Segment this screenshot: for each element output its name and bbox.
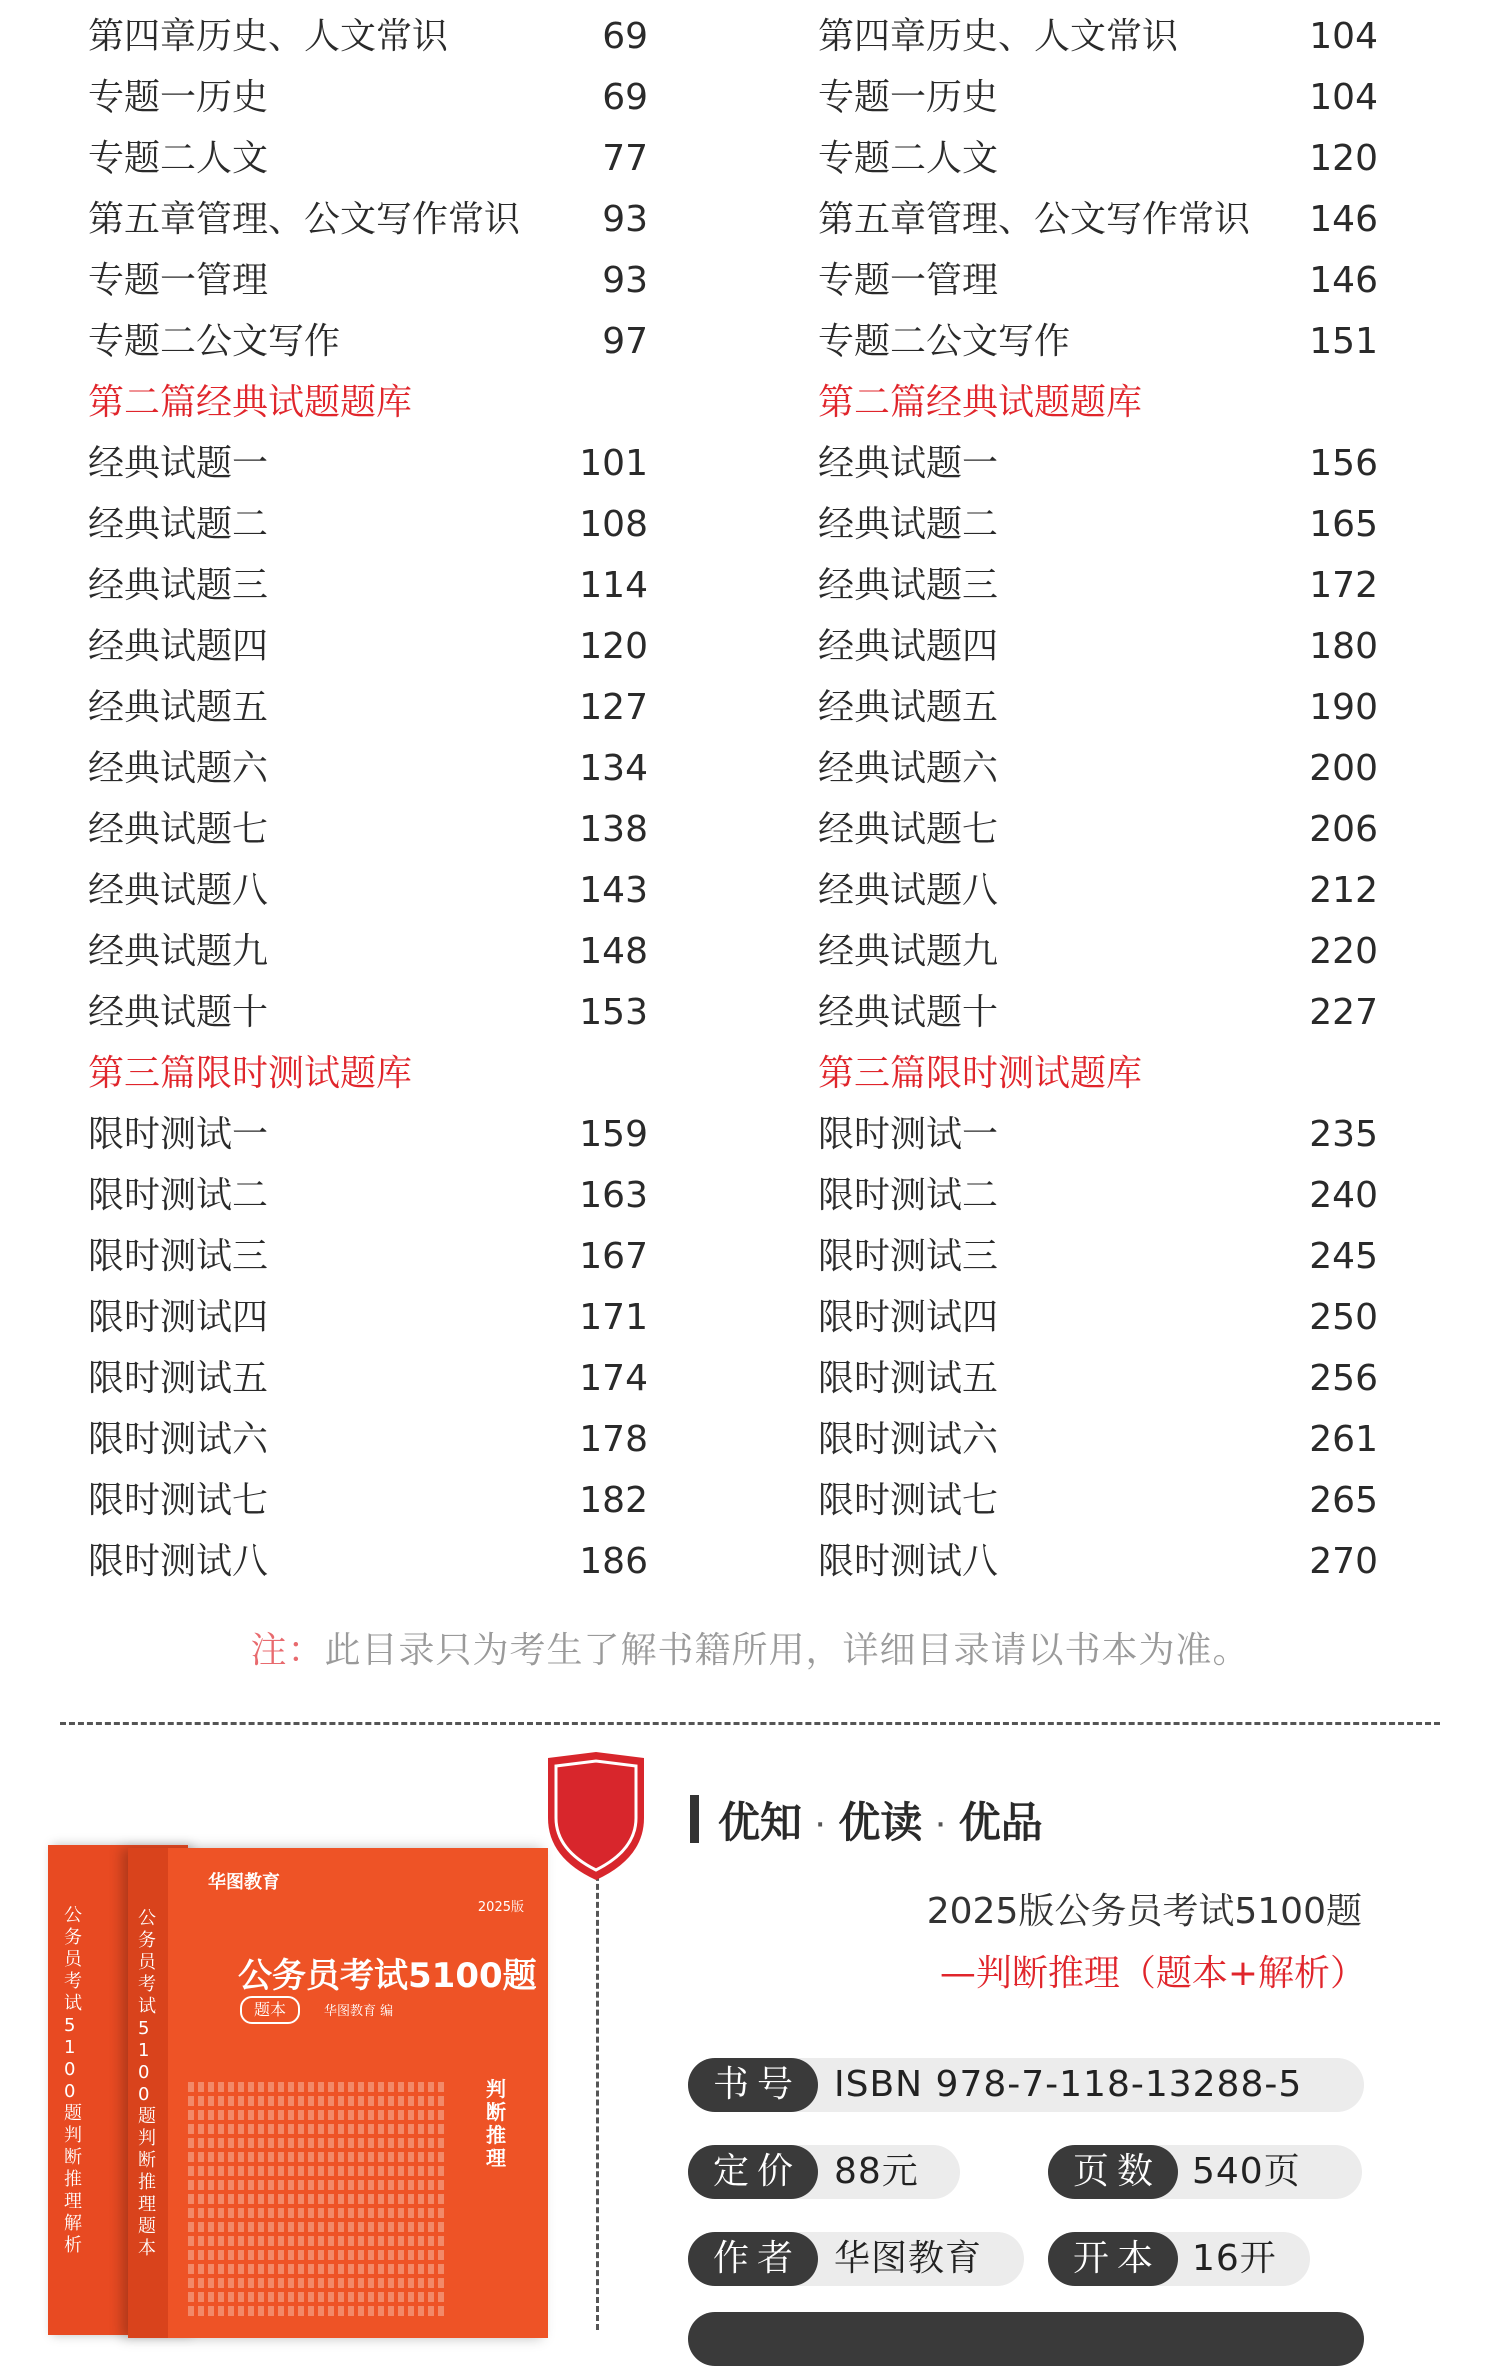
toc-entry-title: 专题二人文 [88,138,269,179]
toc-entry-page: 138 [579,809,648,850]
note-text: 此目录只为考生了解书籍所用，详细目录请以书本为准。 [324,1630,1250,1671]
spine-text-front: 公务员考试5100题 判断推理 题本 [138,1908,156,2259]
toc-entry-page: 165 [1309,504,1378,545]
toc-entry [88,122,648,183]
huatu-logo [540,1752,688,1880]
toc-entry [818,1525,1378,1586]
toc-entry [88,549,648,610]
toc-entry [818,1464,1378,1525]
toc-entry [818,854,1378,915]
toc-section-header [88,1037,648,1098]
toc-entry [818,1098,1378,1159]
toc-entry-page: 250 [1309,1297,1378,1338]
price-tag [688,2145,960,2199]
toc-entry-title: 经典试题一 [88,443,269,484]
toc-entry-title: 限时测试六 [818,1419,999,1460]
toc-entry-page: 101 [579,443,648,484]
spine-text-back: 公务员考试5100题 判断推理 解析 [64,1905,82,2256]
slogan-item: 优知 [718,1798,803,1847]
toc-entry [818,793,1378,854]
toc-entry-title: 经典试题二 [818,504,999,545]
slogan [718,1790,1043,1850]
toc-section-header [818,366,1378,427]
cover-side-title: 判断推理 [486,2077,506,2170]
toc-entry-title: 专题一管理 [88,260,269,301]
toc-entry [88,244,648,305]
toc-entry-title: 限时测试五 [818,1358,999,1399]
toc-entry-title: 经典试题六 [88,748,269,789]
book-spine [128,1848,168,2338]
toc-entry-page: 69 [602,77,648,118]
toc-entry-title: 限时测试二 [818,1175,999,1216]
toc-entry [88,1525,648,1586]
toc-entry-page: 240 [1309,1175,1378,1216]
logo-text: 华图 [650,1778,688,1842]
toc-entry-page: 186 [579,1541,648,1582]
toc-entry-title: 专题一历史 [88,77,269,118]
toc-entry-page: 77 [602,138,648,179]
toc-entry-title: 专题一历史 [818,77,999,118]
cover-publisher: 华图教育 编 [324,2004,394,2019]
toc-entry-title: 经典试题七 [818,809,999,850]
toc-entry-title: 经典试题五 [88,687,269,728]
toc-entry-title: 经典试题三 [88,565,269,606]
author-tag [688,2232,1024,2286]
toc-entry [88,0,648,61]
toc-section-header [818,1037,1378,1098]
toc-entry-title: 第二篇经典试题题库 [88,382,413,423]
author-label: 作者 [688,2232,818,2286]
isbn-tag [688,2058,1364,2112]
toc-entry [88,1159,648,1220]
toc-entry-title: 专题二人文 [818,138,999,179]
book-subtitle: —判断推理（题本+解析） [939,1953,1366,1994]
toc-entry-page: 69 [602,16,648,57]
toc-entry [818,610,1378,671]
toc-entry-page: 104 [1309,77,1378,118]
toc-entry-title: 第三篇限时测试题库 [818,1053,1143,1094]
toc-entry-title: 限时测试一 [88,1114,269,1155]
toc-entry-title: 经典试题四 [88,626,269,667]
isbn-value: ISBN 978-7-118-13288-5 [834,2064,1303,2105]
toc-entry [88,1403,648,1464]
toc-entry-page: 153 [579,992,648,1033]
toc-entry [818,61,1378,122]
toc-entry [88,793,648,854]
toc-entry-title: 经典试题五 [818,687,999,728]
toc-entry-page: 146 [1309,260,1378,301]
toc-entry-page: 143 [579,870,648,911]
toc-entry-title: 专题二公文写作 [88,321,341,362]
toc-entry-page: 151 [1309,321,1378,362]
toc-entry-page: 120 [579,626,648,667]
toc-entry [88,1281,648,1342]
toc-entry [818,1281,1378,1342]
toc-entry [818,122,1378,183]
format-tag [1048,2232,1310,2286]
cover-pill: 题本 [240,1996,300,2024]
toc-entry [88,1098,648,1159]
toc-entry-page: 171 [579,1297,648,1338]
toc-entry-page: 167 [579,1236,648,1277]
toc-entry [818,244,1378,305]
toc-entry [88,1220,648,1281]
toc-entry-title: 限时测试三 [818,1236,999,1277]
toc-entry-page: 172 [1309,565,1378,606]
toc-entry-page: 93 [602,260,648,301]
toc-entry [88,976,648,1037]
toc-entry-title: 限时测试四 [818,1297,999,1338]
toc-entry-title: 限时测试五 [88,1358,269,1399]
toc-entry [88,488,648,549]
toc-entry [88,671,648,732]
toc-entry [818,1403,1378,1464]
vertical-dashed-divider [596,1830,599,2330]
toc-entry [88,1464,648,1525]
toc-entry [88,427,648,488]
toc-column-right [818,0,1378,1586]
toc-entry-title: 经典试题八 [88,870,269,911]
cover-edition: 2025版 [477,1900,524,1915]
toc-entry [818,1159,1378,1220]
toc-entry [818,488,1378,549]
pages-value: 540页 [1192,2151,1301,2192]
toc-entry-page: 270 [1309,1541,1378,1582]
price-value: 88元 [834,2151,919,2192]
toc-entry-title: 经典试题八 [818,870,999,911]
toc-entry-title: 限时测试四 [88,1297,269,1338]
toc-entry-page: 261 [1309,1419,1378,1460]
note-prefix: 注： [250,1630,325,1671]
toc-entry [818,0,1378,61]
toc-entry-title: 第五章管理、公文写作常识 [88,199,521,240]
toc-entry-page: 120 [1309,138,1378,179]
cover-brand: 华图教育 [208,1872,280,1893]
toc-entry-page: 235 [1309,1114,1378,1155]
toc-entry-title: 经典试题九 [88,931,269,972]
toc-entry-page: 97 [602,321,648,362]
slogan-dot: · [936,1813,945,1838]
toc-entry [88,915,648,976]
toc-entry-page: 245 [1309,1236,1378,1277]
toc-entry [818,1342,1378,1403]
toc-entry-title: 限时测试三 [88,1236,269,1277]
pages-tag [1048,2145,1362,2199]
toc-entry-title: 第三篇限时测试题库 [88,1053,413,1094]
extra-tag-partial [688,2312,1364,2366]
toc-entry-page: 200 [1309,748,1378,789]
toc-entry-title: 经典试题九 [818,931,999,972]
toc-entry-page: 265 [1309,1480,1378,1521]
slogan-item: 优品 [958,1798,1043,1847]
toc-entry-title: 第四章历史、人文常识 [88,16,449,57]
toc-entry-page: 256 [1309,1358,1378,1399]
toc-entry [818,427,1378,488]
toc-entry-page: 156 [1309,443,1378,484]
toc-entry [88,732,648,793]
toc-entry-page: 180 [1309,626,1378,667]
toc-entry-title: 第二篇经典试题题库 [818,382,1143,423]
toc-entry-page: 178 [579,1419,648,1460]
toc-entry-title: 经典试题十 [88,992,269,1033]
toc-entry [818,976,1378,1037]
toc-entry-page: 190 [1309,687,1378,728]
toc-entry [88,610,648,671]
toc-entry-page: 212 [1309,870,1378,911]
toc-entry-page: 114 [579,565,648,606]
toc-entry [818,1220,1378,1281]
toc-entry-title: 第四章历史、人文常识 [818,16,1179,57]
toc-entry [818,732,1378,793]
cover-pattern [188,2078,448,2318]
isbn-label: 书号 [688,2058,818,2112]
book-title: 2025版公务员考试5100题 [926,1891,1362,1932]
toc-entry-title: 限时测试七 [818,1480,999,1521]
toc-entry-page: 104 [1309,16,1378,57]
cover-title: 公务员考试5100题 [238,1956,537,1996]
toc-entry-page: 227 [1309,992,1378,1033]
toc-entry [88,305,648,366]
toc-column-left [88,0,648,1586]
slogan-bar [690,1795,699,1843]
toc-entry-page: 148 [579,931,648,972]
toc-entry [818,671,1378,732]
toc-entry [818,183,1378,244]
toc-entry [88,61,648,122]
toc-entry-title: 经典试题四 [818,626,999,667]
toc-entry-page: 174 [579,1358,648,1399]
toc-entry [818,305,1378,366]
toc-entry-title: 经典试题六 [818,748,999,789]
toc-note [0,1622,1500,1673]
author-value: 华图教育 [834,2238,983,2279]
slogan-item: 优读 [838,1798,923,1847]
dashed-divider [60,1722,1440,1725]
toc-entry-title: 专题一管理 [818,260,999,301]
toc-entry [88,183,648,244]
toc-entry-title: 限时测试八 [818,1541,999,1582]
toc-entry-page: 108 [579,504,648,545]
toc-entry-title: 经典试题三 [818,565,999,606]
toc-entry-page: 127 [579,687,648,728]
toc-entry-title: 限时测试八 [88,1541,269,1582]
toc-entry-page: 134 [579,748,648,789]
toc-entry-title: 经典试题十 [818,992,999,1033]
toc-entry-title: 限时测试七 [88,1480,269,1521]
toc-entry-title: 限时测试二 [88,1175,269,1216]
toc-entry-title: 第五章管理、公文写作常识 [818,199,1251,240]
toc-entry-page: 163 [579,1175,648,1216]
toc-entry-title: 经典试题二 [88,504,269,545]
toc-entry-page: 182 [579,1480,648,1521]
book-cover-front [128,1848,548,2338]
toc-entry-title: 限时测试一 [818,1114,999,1155]
toc-entry-page: 146 [1309,199,1378,240]
toc-entry-page: 93 [602,199,648,240]
toc-entry-page: 159 [579,1114,648,1155]
slogan-dot: · [816,1813,825,1838]
toc-entry-title: 专题二公文写作 [818,321,1071,362]
pages-label: 页数 [1048,2145,1178,2199]
format-value: 16开 [1192,2238,1277,2279]
price-label: 定价 [688,2145,818,2199]
toc-entry [818,549,1378,610]
toc-entry-title: 限时测试六 [88,1419,269,1460]
toc-entry [818,915,1378,976]
toc-entry-page: 220 [1309,931,1378,972]
toc-entry-title: 经典试题一 [818,443,999,484]
toc-section-header [88,366,648,427]
toc-entry-page: 206 [1309,809,1378,850]
toc-entry [88,1342,648,1403]
toc-entry [88,854,648,915]
toc-entry-title: 经典试题七 [88,809,269,850]
format-label: 开本 [1048,2232,1178,2286]
